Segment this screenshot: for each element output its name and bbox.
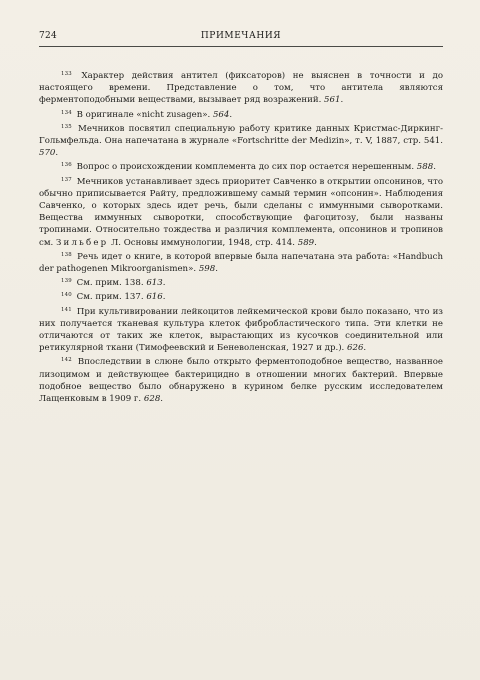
page-reference: 589. xyxy=(297,237,317,248)
note-140 xyxy=(39,289,443,303)
note-139 xyxy=(39,275,443,289)
note-text: Мечников устанавливает здесь приоритет Савченко в открытии опсонинов, что обычно приписывается Райту, предложившему самый термин «опсонин». Наблюдения Савченко, о которых здесь идет речь, были сделаны с иммунными сыворотками. Вещества иммунных сыворотки, способствующие фагоцитозу, были названы тропинами. Относительно тождества и различия комплемента, опсонинов и тропинов см. xyxy=(39,176,444,248)
note-text: Характер действия антител (фиксаторов) не выяснен в точности и до настоящего времени. Представление о том, что антитела являются ферментоподобными веществами, вызывает ряд возражений. xyxy=(39,71,443,106)
notes-section xyxy=(39,68,443,405)
page-reference: 588. xyxy=(416,162,436,173)
author-name-spaced: Зильбер xyxy=(55,237,109,248)
note-text: См. прим. 138. xyxy=(76,278,144,289)
page-reference: 616. xyxy=(146,292,166,303)
note-number: 140 xyxy=(61,292,72,299)
page-number: 724 xyxy=(39,31,58,41)
page-reference: 628. xyxy=(143,394,164,405)
note-number: 142 xyxy=(61,357,72,364)
note-136 xyxy=(39,159,443,173)
page-reference: 564. xyxy=(212,109,233,120)
header-rule xyxy=(39,46,443,47)
note-135 xyxy=(39,121,443,160)
note-text: Мечников посвятил специальную работу критике данных Кристмас-Диркинг-Гольмфельда. Она напечатана в журнале «Fortschritte der Medizin», т. V, 1887, стр. 541. xyxy=(39,123,443,147)
page-reference: 626. xyxy=(347,343,367,354)
note-text-continued: Л. Основы иммунологии, 1948, стр. 414. xyxy=(111,237,296,248)
note-137 xyxy=(39,174,443,249)
note-text: В оригинале «nicht zusagen». xyxy=(76,109,211,120)
note-number: 136 xyxy=(61,162,72,169)
page-reference: 570. xyxy=(39,148,59,159)
page-reference: 598. xyxy=(198,264,218,275)
note-number: 138 xyxy=(61,251,72,258)
note-141 xyxy=(39,304,443,355)
page-header xyxy=(39,30,443,42)
page-reference: 561. xyxy=(324,95,344,106)
note-number: 139 xyxy=(61,278,72,285)
note-text: Впоследствии в слюне было открыто ферментоподобное вещество, названное лизоцимом и действующее бактерицидно в отношении многих бактерий. Впервые подобное вещество было обнаружено в курином белке русским исследователем Лащенковым в 1909 г. xyxy=(39,357,443,405)
note-number: 133 xyxy=(61,71,72,77)
note-134 xyxy=(39,107,443,121)
note-138 xyxy=(39,249,443,275)
note-133 xyxy=(39,68,443,107)
note-number: 135 xyxy=(61,123,72,130)
note-number: 141 xyxy=(61,306,72,313)
page-reference: 613. xyxy=(146,278,166,289)
note-text: При культивировании лейкоцитов лейкемической крови было показано, что из них получается тканевая культура клеток фибробластического типа. Эти клетки не отличаются от таких же клеток, вырастающих из кусочков соединительной или ретикулярной ткани (Тимофеевский и Беневоленская, 1927 и др.). xyxy=(39,306,443,354)
note-text: Вопрос о происхождении комплемента до сих пор остается нерешенным. xyxy=(76,162,415,173)
note-text: Речь идет о книге, в которой впервые была напечатана эта работа: «Handbuch der pathogenen Mikroorganismen». xyxy=(39,251,443,275)
note-142 xyxy=(39,354,443,405)
note-text: См. прим. 137. xyxy=(76,292,144,303)
running-head: ПРИМЕЧАНИЯ xyxy=(200,31,282,41)
note-number: 137 xyxy=(61,176,72,183)
note-number: 134 xyxy=(61,109,72,116)
